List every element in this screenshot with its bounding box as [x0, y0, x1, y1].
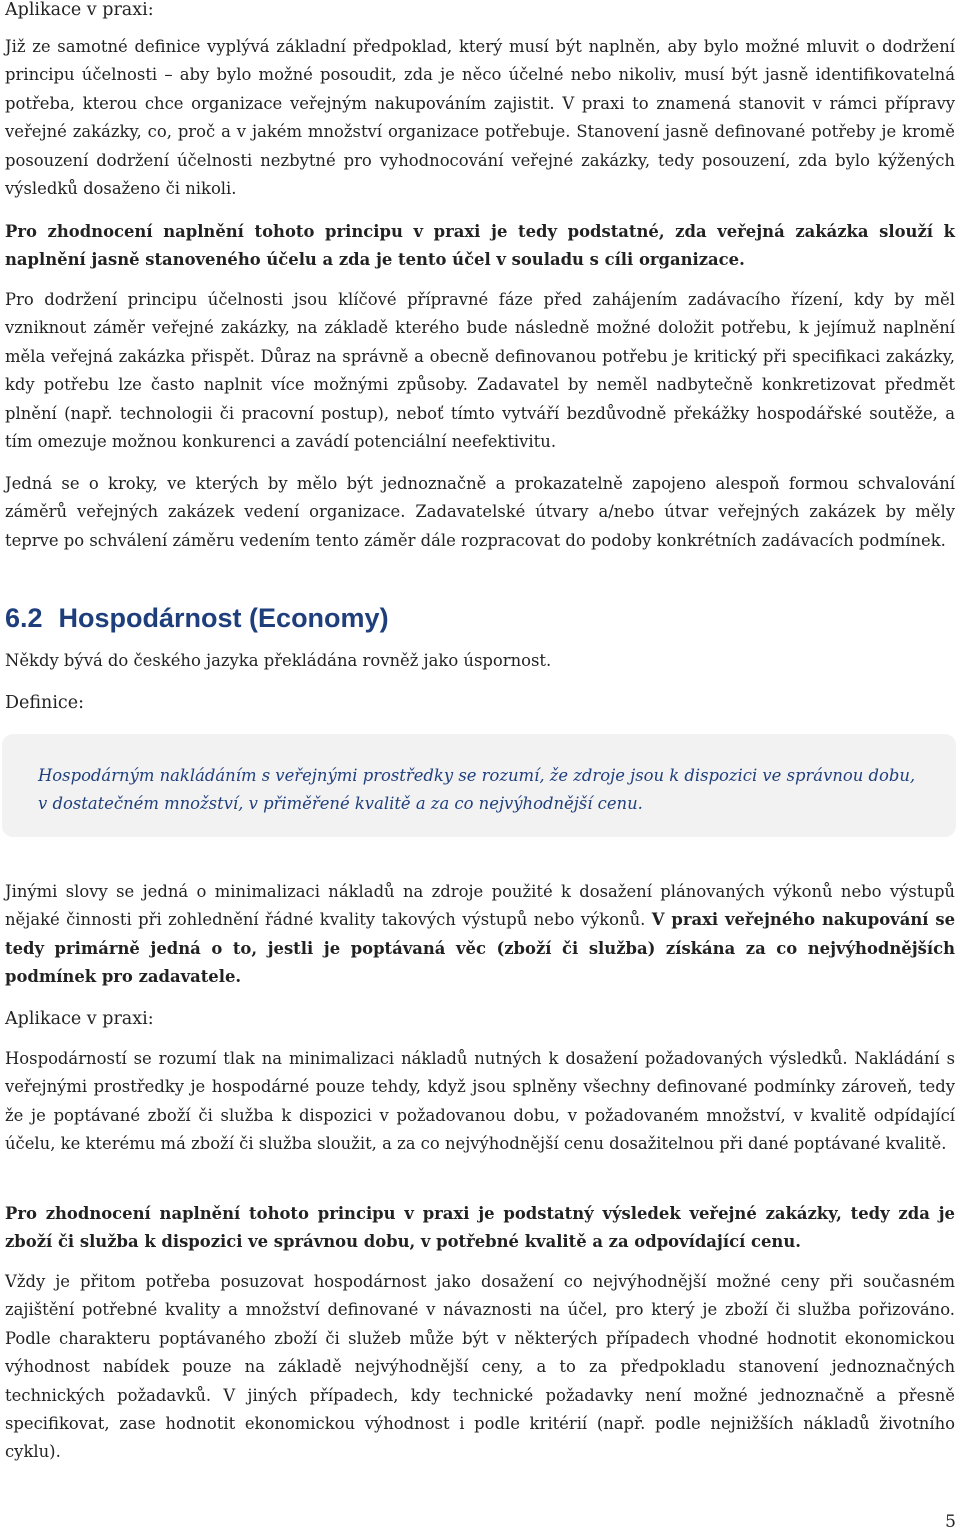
bold-text-run: Pro zhodnocení naplnění tohoto principu v praxi je podstatný výsledek veřejné zakázky, tedy zda je zboží či služba k dispozici ve správnou dobu, v potřebné kvalitě a za odpovídající cenu.	[5, 1204, 955, 1252]
paragraph-preparation-phases	[5, 286, 955, 456]
paragraph-text	[5, 33, 955, 203]
definition-text: Hospodárným nakládáním s veřejnými prostředky se rozumí, že zdroje jsou k dispozici ve správnou dobu, v dostatečném množství, v přiměřené kvalitě a za co nejvýhodnější cenu.	[38, 766, 916, 813]
paragraph-text	[5, 218, 955, 275]
definition-box	[2, 734, 956, 837]
paragraph-cost-minimization	[5, 878, 955, 992]
definition-label: Definice:	[5, 693, 84, 713]
paragraph-economy-note	[5, 647, 955, 675]
page-number: 5	[945, 1512, 956, 1532]
text-run: Hospodárností se rozumí tlak na minimalizaci nákladů nutných k dosažení požadovaných výsledků. Nakládání s veřejnými prostředky je hospodárné pouze tehdy, když jsou splněny všechny definované podmínky zároveň, tedy že je poptávané zboží či služba k dispozici v požadovanou dobu, v požadovaném množství, v kvalitě odpídající účelu, ke kterému má zboží či služba sloužit, a za co nejvýhodnější cenu dosažitelnou při dané poptávané kvalitě.	[5, 1049, 955, 1154]
paragraph-text	[5, 1200, 955, 1257]
paragraph-text	[5, 647, 955, 675]
practice-label-top: Aplikace v praxi:	[5, 0, 154, 20]
paragraph-economy-pressure	[5, 1045, 955, 1159]
section-heading	[5, 600, 955, 636]
paragraph-text	[5, 878, 955, 992]
paragraph-effectiveness-intro	[5, 33, 955, 203]
paragraph-economy-evaluation	[5, 1200, 955, 1257]
text-run: Jedná se o kroky, ve kterých by mělo být jednoznačně a prokazatelně zapojeno alespoň formou schvalování záměrů veřejných zakázek vedení organizace. Zadavatelské útvary a/nebo útvar veřejných zakázek by měly teprve po schválení záměru vedením tento záměr dále rozpracovat do podoby konkrétních zadávacích podmínek.	[5, 474, 955, 550]
bold-text-run: V praxi veřejného nakupování se tedy primárně jedná o to, jestli je poptávaná věc (zboží či služba) získána za co nejvýhodnějších podmínek pro zadavatele.	[5, 910, 955, 987]
paragraph-text	[5, 1268, 955, 1467]
paragraph-management-approval	[5, 470, 955, 555]
text-run: Vždy je přitom potřeba posuzovat hospodárnost jako dosažení co nejvýhodnější možné ceny při současném zajištění potřebné kvality a množství definované v návaznosti na účel, pro který je zboží či služba pořizováno. Podle charakteru poptávaného zboží či služeb může být v některých případech vhodné hodnotit ekonomickou výhodnost nabídek pouze na základě nejvýhodnější ceny, a to za předpokladu stanovení jednoznačných technických požadavků. V jiných případech, kdy technické požadavky není možné jednoznačně a přesně specifikovat, zase hodnotit ekonomickou výhodnost i podle kritérií (např. podle nejnižších nákladů životního cyklu).	[5, 1272, 955, 1462]
text-run: Někdy bývá do českého jazyka překládána rovněž jako úspornost.	[5, 651, 552, 670]
section-number: 6.2	[5, 603, 43, 633]
paragraph-text	[5, 1045, 955, 1159]
practice-label-second: Aplikace v praxi:	[5, 1009, 154, 1029]
paragraph-text	[5, 286, 955, 456]
paragraph-text	[5, 470, 955, 555]
paragraph-price-quality	[5, 1268, 955, 1467]
paragraph-effectiveness-evaluation	[5, 218, 955, 275]
text-run: Jinými slovy se jedná o minimalizaci nákladů na zdroje použité k dosažení plánovaných výkonů nebo výstupů nějaké činnosti při zohlednění řádné kvality takových výstupů nebo výkonů.	[5, 882, 955, 930]
bold-text-run: Pro zhodnocení naplnění tohoto principu v praxi je tedy podstatné, zda veřejná zakázka slouží k naplnění jasně stanoveného účelu a zda je tento účel v souladu s cíli organizace.	[5, 222, 955, 270]
text-run: Již ze samotné definice vyplývá základní předpoklad, který musí být naplněn, aby bylo možné mluvit o dodržení principu účelnosti – aby bylo možné posoudit, zda je něco účelné nebo nikoliv, musí být jasně identifikovatelná potřeba, kterou chce organizace veřejným nakupováním zajistit. V praxi to znamená stanovit v rámci přípravy veřejné zakázky, co, proč a v jakém množství organizace potřebuje. Stanovení jasně definované potřeby je kromě posouzení dodržení účelnosti nezbytné pro vyhodnocování veřejné zakázky, tedy posouzení, zda bylo kýžených výsledků dosaženo či nikoli.	[5, 37, 955, 199]
section-title: Hospodárnost (Economy)	[58, 603, 389, 633]
text-run: Pro dodržení principu účelnosti jsou klíčové přípravné fáze před zahájením zadávacího řízení, kdy by měl vzniknout záměr veřejné zakázky, na základě kterého bude následně možné doložit potřebu, k jejímuž naplnění měla veřejná zakázka přispět. Důraz na správně a obecně definovanou potřebu je kritický při specifikaci zakázky, kdy potřebu lze často naplnit více možnými způsoby. Zadavatel by neměl nadbytečně konkretizovat předmět plnění (např. technologii či pracovní postup), neboť tímto vytváří bezdůvodně překážky hospodářské soutěže, a tím omezuje možnou konkurenci a zavádí potenciální neefektivitu.	[5, 290, 955, 452]
